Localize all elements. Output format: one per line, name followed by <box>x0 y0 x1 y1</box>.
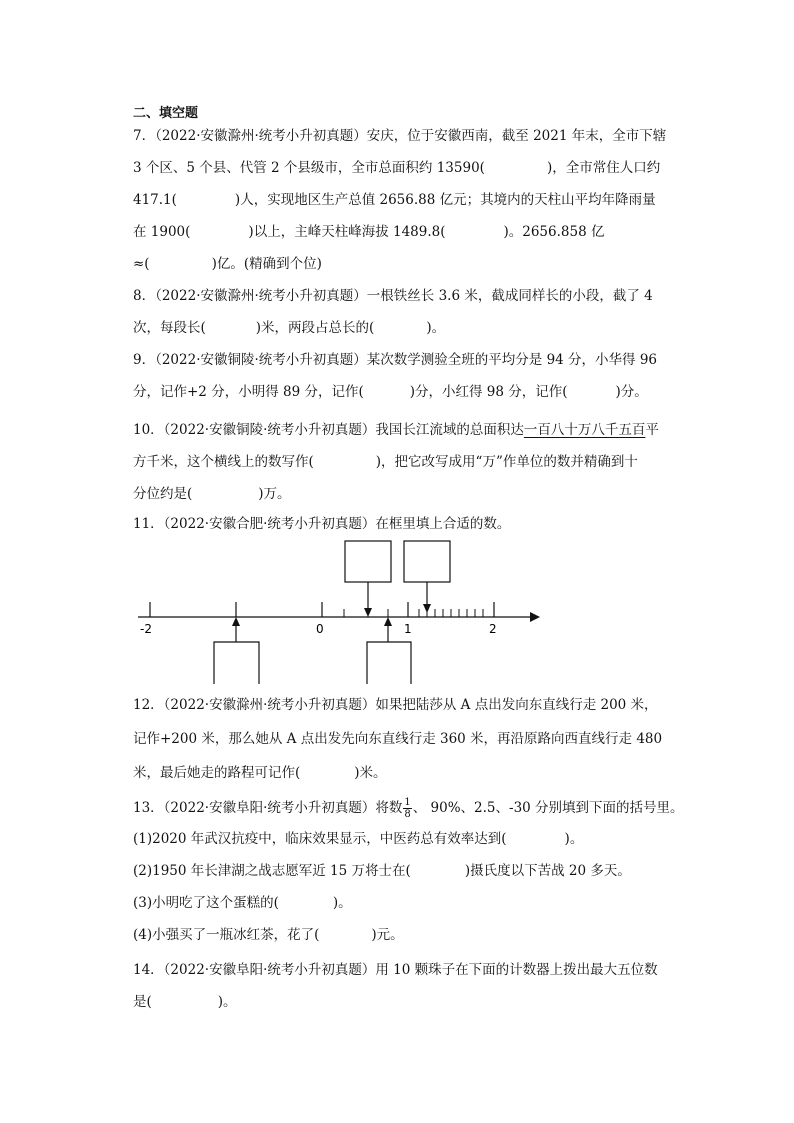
answer-box-bottom-2[interactable] <box>367 642 411 684</box>
tick-label: 2 <box>489 622 497 636</box>
arrow-right-icon <box>530 612 540 622</box>
tick-label: -2 <box>140 622 152 636</box>
question-7: 7．（2022·安徽滁州·统考小升初真题）安庆，位于安徽西南，截至 2021 年末，全市下辖 3 个区、5 个县、代管 2 个县级市，全市总面积约 13590( )，全市常住人口约 417.1( )人，实现地区生产总值 2656.88 亿元；其境内的天柱山平均年降雨量 在 1900( )以上，主峰天柱峰海拔 1489.8( )。2656.858 亿 ≈( )亿。(精确到个位) <box>133 128 667 272</box>
tick-label: 0 <box>316 622 324 636</box>
question-9: 9．（2022·安徽铜陵·统考小升初真题）某次数学测验全班的平均分是 94 分，小华得 96 分，记作+2 分，小明得 89 分，记作( )分，小红得 98 分，记作( )分。 <box>133 352 658 400</box>
question-10: 10．（2022·安徽铜陵·统考小升初真题）我国长江流域的总面积达一百八十万八千五百平 方千米，这个横线上的数写作( )，把它改写成用“万”作单位的数并精确到十 分位约是( )万。 <box>133 422 659 502</box>
answer-box-top-1[interactable] <box>345 541 391 582</box>
tick-label: 1 <box>404 622 412 636</box>
arrow-up-icon <box>232 617 240 626</box>
arrow-up-icon <box>384 617 392 626</box>
answer-box-bottom-1[interactable] <box>214 642 259 684</box>
underlined-number: 一百八十万八千五百 <box>523 422 646 438</box>
question-14: 14．（2022·安徽阜阳·统考小升初真题）用 10 颗珠子在下面的计数器上拨出最大五位数 是( )。 <box>133 962 658 1010</box>
fraction-one-eighth: $\frac{1}{8}$ <box>404 797 411 820</box>
question-12: 12．（2022·安徽滁州·统考小升初真题）如果把陆莎从 A 点出发向东直线行走 200 米， 记作+200 米，那么她从 A 点出发先向东直线行走 360 米，再沿原路向西直线行走 480 米，最后她走的路程可记作( )米。 <box>133 697 663 781</box>
question-8: 8．（2022·安徽滁州·统考小升初真题）一根铁丝长 3.6 米，截成同样长的小段，截了 4 次，每段长( )米，两段占总长的( )。 <box>133 288 653 336</box>
question-11: 11．（2022·安徽合肥·统考小升初真题）在框里填上合适的数。 <box>133 516 511 532</box>
answer-box-top-2[interactable] <box>404 541 450 582</box>
question-13: 13．（2022·安徽阜阳·统考小升初真题）将数 $\frac{1}{8}$ 、 90%、2.5、-30 分别填到下面的括号里。 (1)2020 年武汉抗疫中，临床效果显示，中医药总有效率达到( )。 (2)1950 年长津湖之战志愿军近 15 万将士在( )摄氏度以下苦战 20 多天。 (3)小明吃了这个蛋糕的( )。 (4)小强买了一瓶冰红茶，花了( )元。 <box>133 797 684 943</box>
section-title: 二、填空题 <box>133 106 199 121</box>
number-line-figure <box>120 536 560 686</box>
